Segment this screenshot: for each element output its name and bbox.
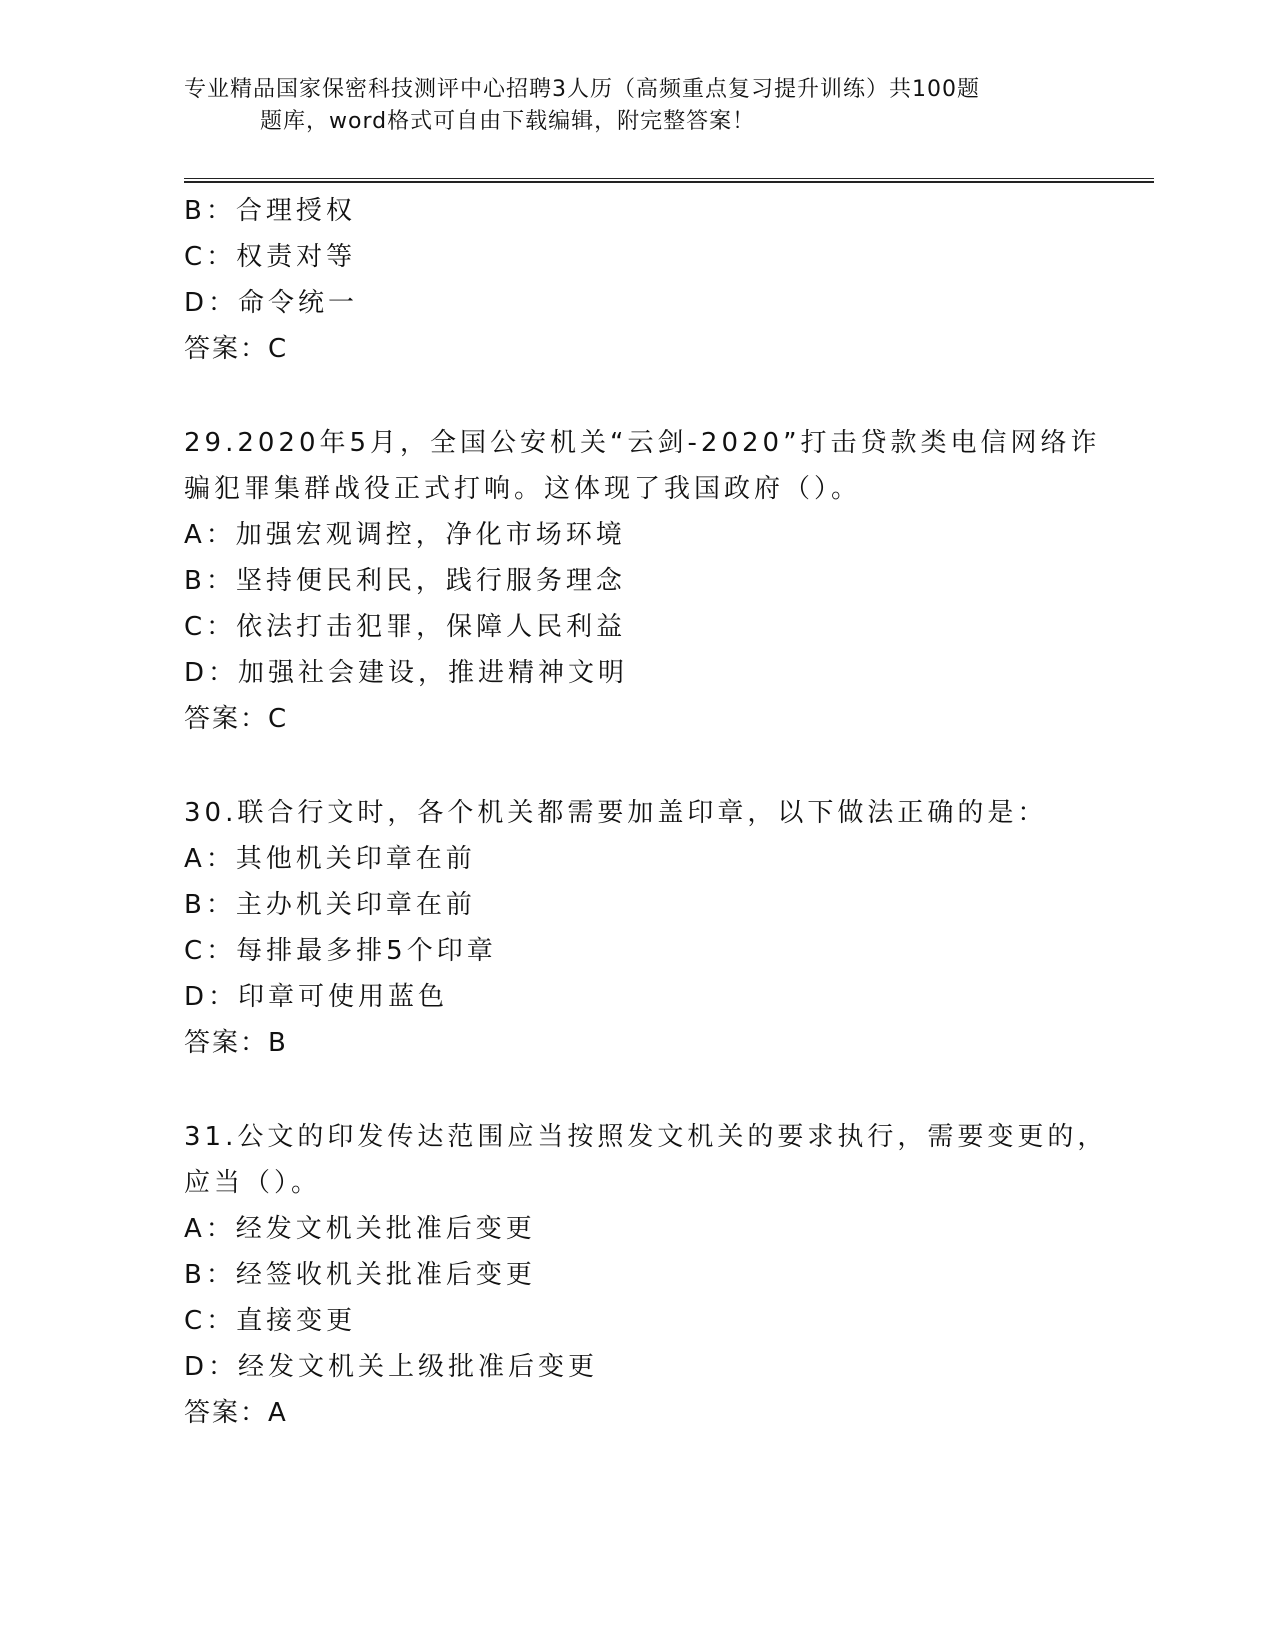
- option-a: A：其他机关印章在前: [184, 844, 476, 874]
- page-header: [184, 74, 1084, 138]
- answer-line: 答案：B: [184, 1028, 288, 1058]
- question-stem-line: 骗犯罪集群战役正式打响。这体现了我国政府（）。: [184, 474, 862, 504]
- header-title-line1: 专业精品国家保密科技测评中心招聘3人历（高频重点复习提升训练）共100题: [184, 77, 980, 102]
- spacer: [184, 742, 1084, 790]
- option-d: D：命令统一: [184, 288, 359, 318]
- question-30: [184, 790, 1084, 1066]
- option-c: C：权责对等: [184, 242, 357, 272]
- question-content: [184, 188, 1108, 1436]
- option-d: D：加强社会建设，推进精神文明: [184, 658, 629, 688]
- option-b: B：坚持便民利民，践行服务理念: [184, 566, 626, 596]
- option-b: B：经签收机关批准后变更: [184, 1260, 536, 1290]
- answer-line: 答案：C: [184, 704, 289, 734]
- question-29: [184, 420, 1101, 742]
- option-c: C：依法打击犯罪，保障人民利益: [184, 612, 627, 642]
- option-c: C：每排最多排5个印章: [184, 936, 497, 966]
- header-title-line2: 题库，word格式可自由下载编辑，附完整答案！: [260, 109, 756, 134]
- spacer: [184, 372, 1084, 420]
- option-b: B：合理授权: [184, 196, 356, 226]
- option-d: D：经发文机关上级批准后变更: [184, 1352, 599, 1382]
- question-stem-line: 29.2020年5月，全国公安机关“云剑-2020”打击贷款类电信网络诈: [184, 428, 1101, 458]
- option-a: A：经发文机关批准后变更: [184, 1214, 536, 1244]
- option-c: C：直接变更: [184, 1306, 357, 1336]
- question-stem-line: 应当（）。: [184, 1168, 322, 1198]
- header-divider: [184, 178, 1154, 183]
- question-stem-line: 30.联合行文时，各个机关都需要加盖印章，以下做法正确的是：: [184, 798, 1048, 828]
- question-stem-line: 31.公文的印发传达范围应当按照发文机关的要求执行，需要变更的，: [184, 1122, 1108, 1152]
- option-a: A：加强宏观调控，净化市场环境: [184, 520, 626, 550]
- option-b: B：主办机关印章在前: [184, 890, 476, 920]
- answer-line: 答案：A: [184, 1398, 288, 1428]
- answer-line: 答案：C: [184, 334, 289, 364]
- question-28-tail: [184, 188, 1084, 372]
- question-31: [184, 1114, 1108, 1436]
- option-d: D：印章可使用蓝色: [184, 982, 449, 1012]
- spacer: [184, 1066, 1084, 1114]
